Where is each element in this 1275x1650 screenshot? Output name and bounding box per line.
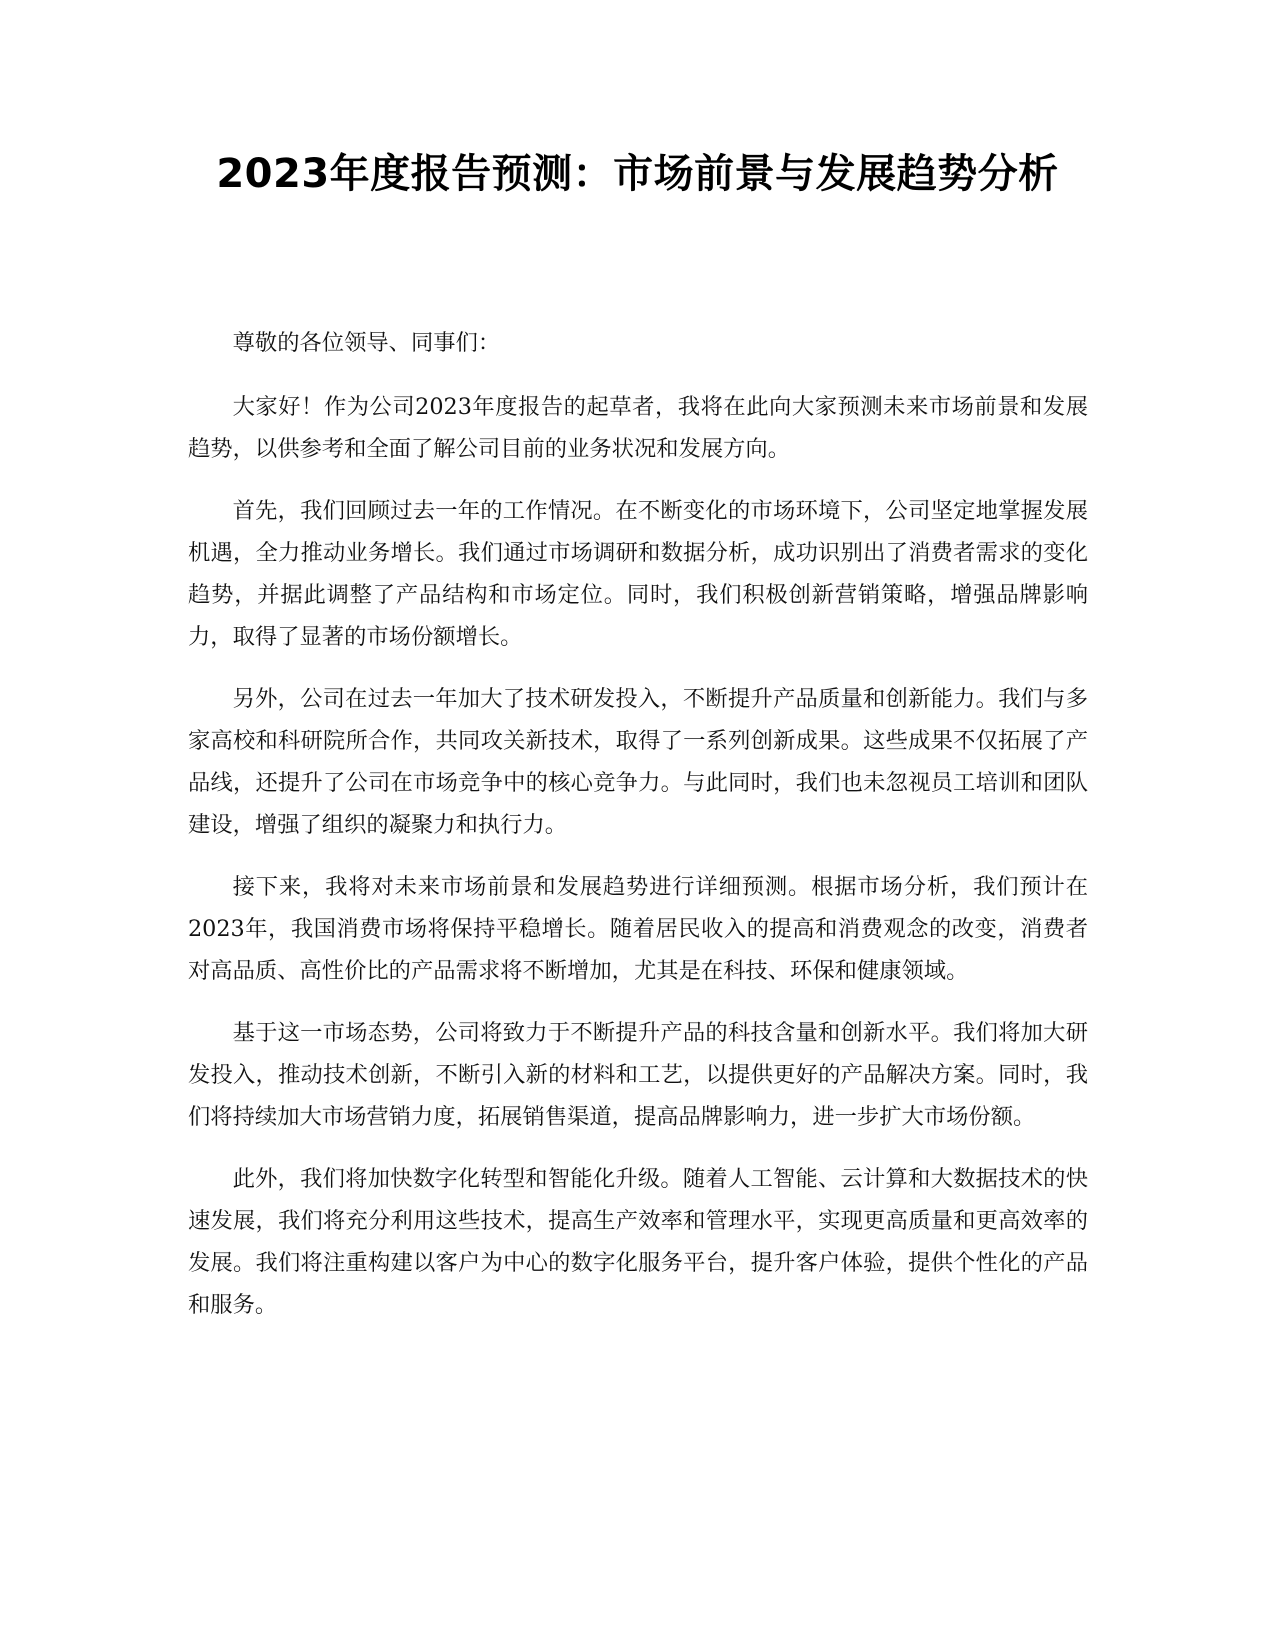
- document-body: [188, 322, 1088, 1346]
- document-title: 2023年度报告预测：市场前景与发展趋势分析: [216, 151, 1059, 197]
- paragraph-introduction: 大家好！作为公司2023年度报告的起草者，我将在此向大家预测未来市场前景和发展趋势，以供参考和全面了解公司目前的业务状况和发展方向。: [188, 394, 1088, 462]
- paragraph-greeting: 尊敬的各位领导、同事们：: [232, 330, 501, 356]
- paragraph-strategy: 基于这一市场态势，公司将致力于不断提升产品的科技含量和创新水平。我们将加大研发投入，推动技术创新，不断引入新的材料和工艺，以提供更好的产品解决方案。同时，我们将持续加大市场营销力度，拓展销售渠道，提高品牌影响力，进一步扩大市场份额。: [188, 1020, 1088, 1130]
- paragraph-research: 另外，公司在过去一年加大了技术研发投入，不断提升产品质量和创新能力。我们与多家高校和科研院所合作，共同攻关新技术，取得了一系列创新成果。这些成果不仅拓展了产品线，还提升了公司在市场竞争中的核心竞争力。与此同时，我们也未忽视员工培训和团队建设，增强了组织的凝聚力和执行力。: [188, 686, 1088, 838]
- paragraph-review: 首先，我们回顾过去一年的工作情况。在不断变化的市场环境下，公司坚定地掌握发展机遇，全力推动业务增长。我们通过市场调研和数据分析，成功识别出了消费者需求的变化趋势，并据此调整了产品结构和市场定位。同时，我们积极创新营销策略，增强品牌影响力，取得了显著的市场份额增长。: [188, 498, 1088, 650]
- paragraph-forecast: 接下来，我将对未来市场前景和发展趋势进行详细预测。根据市场分析，我们预计在2023年，我国消费市场将保持平稳增长。随着居民收入的提高和消费观念的改变，消费者对高品质、高性价比的产品需求将不断增加，尤其是在科技、环保和健康领域。: [188, 874, 1088, 984]
- paragraph-digital: 此外，我们将加快数字化转型和智能化升级。随着人工智能、云计算和大数据技术的快速发展，我们将充分利用这些技术，提高生产效率和管理水平，实现更高质量和更高效率的发展。我们将注重构建以客户为中心的数字化服务平台，提升客户体验，提供个性化的产品和服务。: [188, 1166, 1088, 1318]
